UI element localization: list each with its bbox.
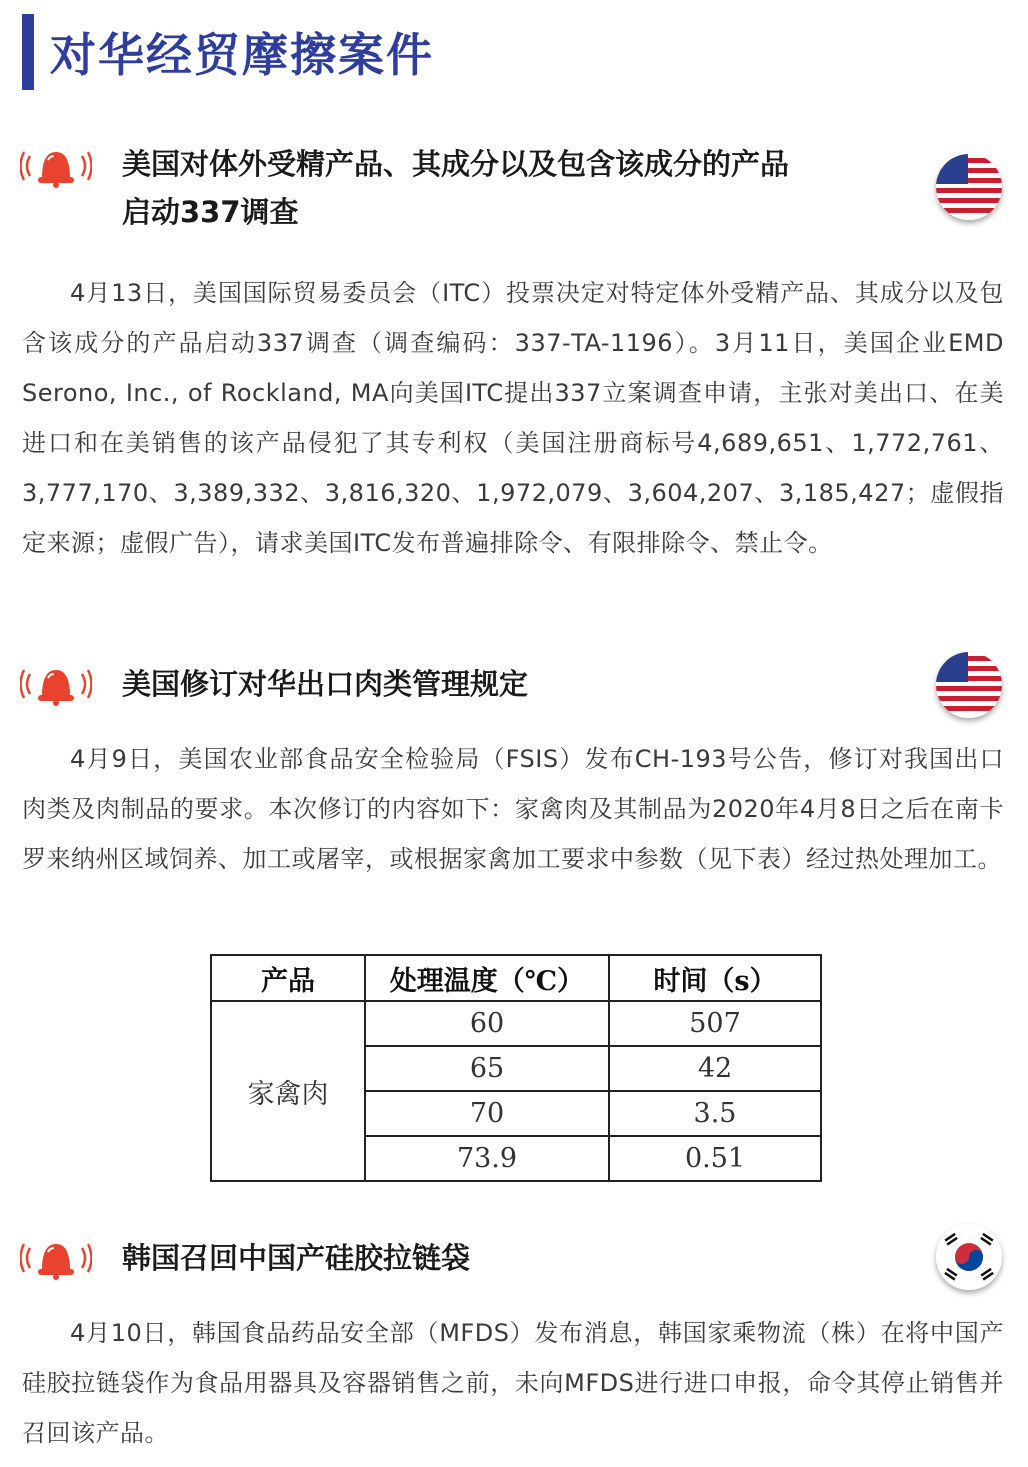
section-header: [22, 14, 434, 90]
section-accent-bar: [22, 14, 34, 90]
alarm-bell-icon: [20, 144, 92, 188]
time-cell: 42: [609, 1046, 821, 1091]
table-header-row: [211, 955, 821, 1001]
table-header-cell: 处理温度（℃）: [365, 955, 609, 1001]
case-title: 美国修订对华出口肉类管理规定: [122, 667, 529, 701]
alarm-bell-icon: [20, 662, 92, 706]
section-title: 对华经贸摩擦案件: [50, 28, 434, 82]
case-title: 美国对体外受精产品、其成分以及包含该成分的产品 启动337调查: [122, 147, 790, 229]
time-cell: 507: [609, 1001, 821, 1046]
temp-cell: 73.9: [365, 1136, 609, 1181]
case-title: 韩国召回中国产硅胶拉链袋: [122, 1241, 471, 1275]
us-flag-icon: [936, 154, 1002, 220]
alarm-bell-icon: [20, 1236, 92, 1280]
table-row: [211, 1001, 821, 1046]
table-header-cell: 产品: [211, 955, 365, 1001]
product-cell: 家禽肉: [211, 1001, 365, 1181]
case-body: 4月10日，韩国食品药品安全部（MFDS）发布消息，韩国家乘物流（株）在将中国产硅胶拉链袋作为食品用器具及容器销售之前，未向MFDS进行进口申报，命令其停止销售并召回该产品。: [22, 1319, 1004, 1447]
time-cell: 0.51: [609, 1136, 821, 1181]
kr-flag-icon: [936, 1224, 1002, 1290]
table-header-cell: 时间（s）: [609, 955, 821, 1001]
us-flag-icon: [936, 652, 1002, 718]
temp-cell: 70: [365, 1091, 609, 1136]
time-cell: 3.5: [609, 1091, 821, 1136]
temp-cell: 65: [365, 1046, 609, 1091]
case-body: 4月13日，美国国际贸易委员会（ITC）投票决定对特定体外受精产品、其成分以及包含该成分的产品启动337调查（调查编码：337-TA-1196）。3月11日，美国企业EMD Serono, Inc., of Rockland, MA向美国ITC提出337立案调查申请，主张对美出口、在美进口和在美销售的该产品侵犯了其专利权（美国注册商标号4,689,651、1,772,761、3,777,170、3,389,332、3,816,320、1,972,079、3,604,207、3,185,427；虚假指定来源；虚假广告），请求美国ITC发布普遍排除令、有限排除令、禁止令。: [22, 279, 1004, 557]
heat-treatment-table: [210, 954, 822, 1182]
case-body: 4月9日，美国农业部食品安全检验局（FSIS）发布CH-193号公告，修订对我国出口肉类及肉制品的要求。本次修订的内容如下：家禽肉及其制品为2020年4月8日之后在南卡罗来纳州区域饲养、加工或屠宰，或根据家禽加工要求中参数（见下表）经过热处理加工。: [22, 745, 1004, 873]
temp-cell: 60: [365, 1001, 609, 1046]
